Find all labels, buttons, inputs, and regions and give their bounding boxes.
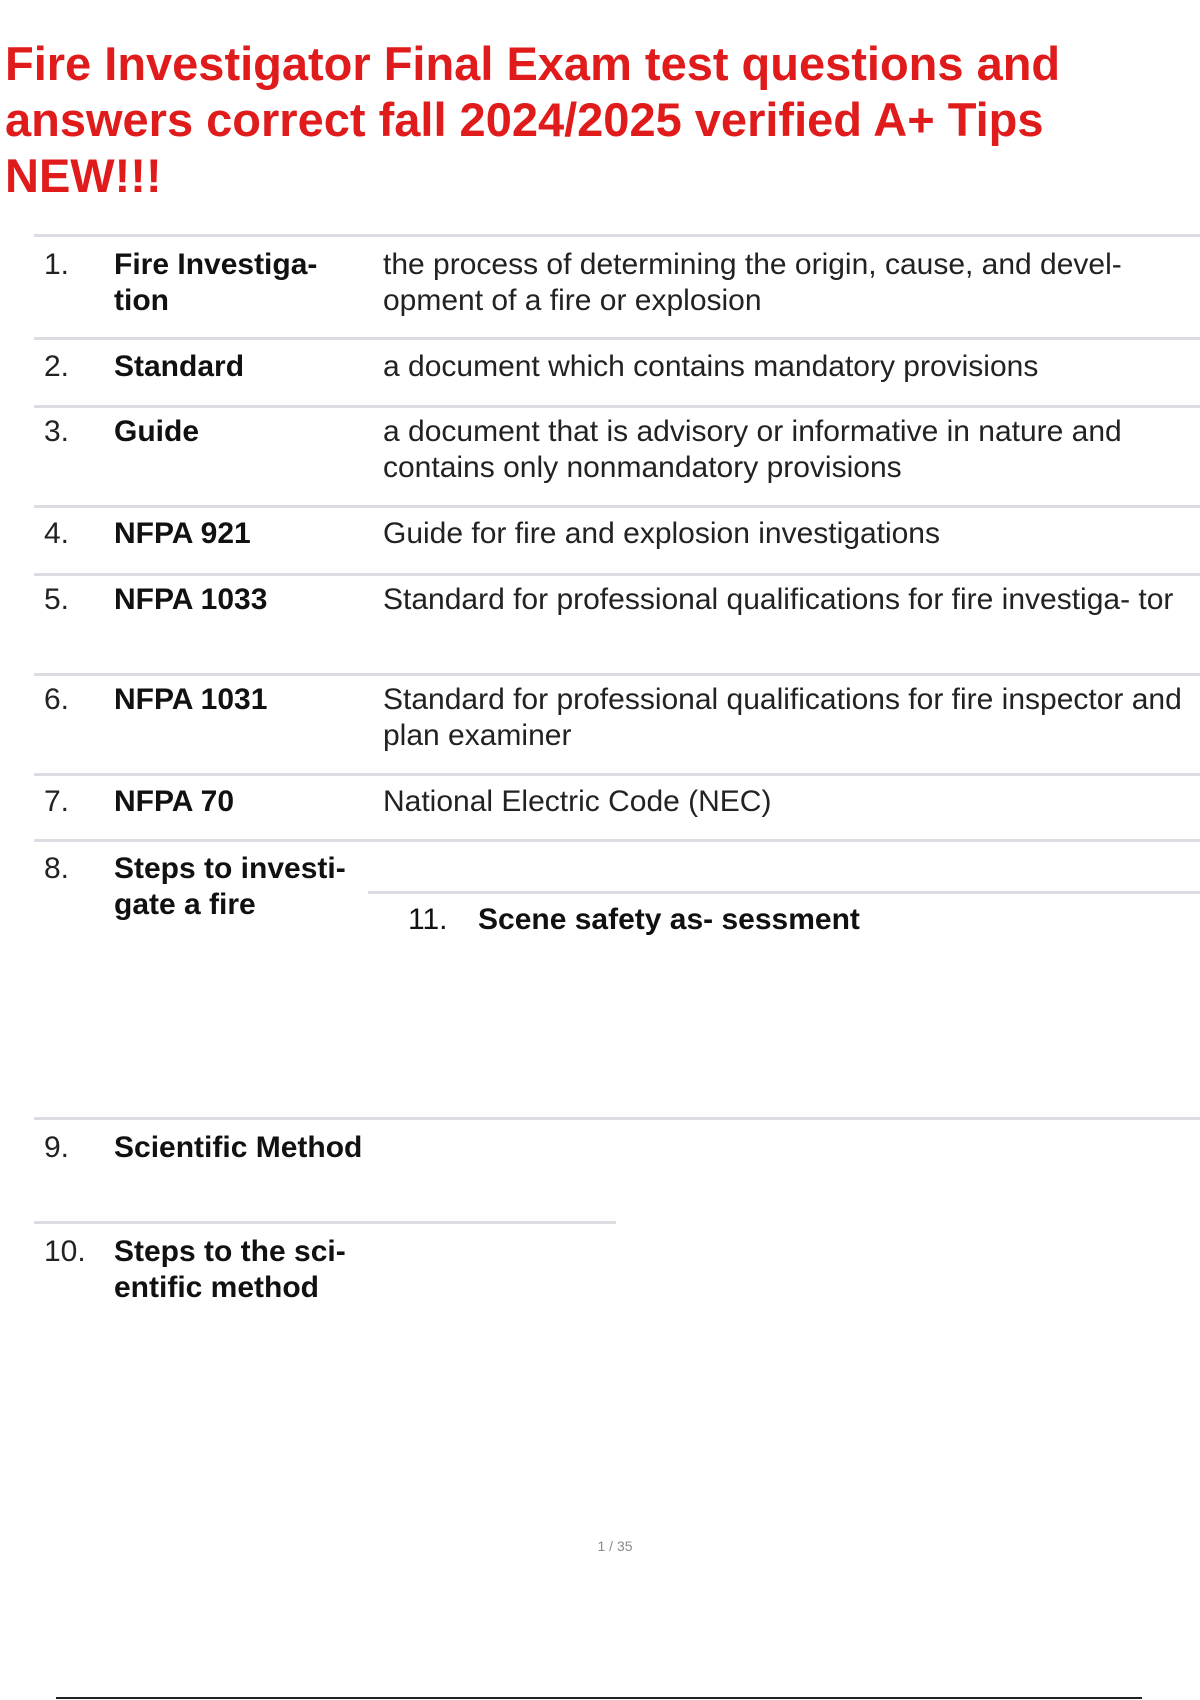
item-term: NFPA 921 [114, 517, 251, 550]
sub-item-number: 11. [408, 903, 448, 936]
row-divider [34, 234, 1200, 237]
row-divider [368, 891, 1200, 894]
item-definition: Standard for professional qualifications for fire investiga- tor [383, 583, 1174, 616]
item-number: 9. [44, 1131, 70, 1164]
row-divider [34, 773, 1200, 776]
item-term: Standard [114, 350, 245, 383]
item-term: NFPA 1033 [114, 583, 268, 616]
row-divider [34, 1221, 616, 1224]
row-divider [34, 673, 1200, 676]
item-number: 1. [44, 248, 70, 281]
item-term: Steps to the sci- entific method [114, 1235, 346, 1304]
item-number: 4. [44, 517, 70, 550]
item-definition: National Electric Code (NEC) [383, 785, 772, 818]
footer-divider [56, 1697, 1142, 1699]
item-definition: Standard for professional qualifications for fire inspector and plan examiner [383, 683, 1182, 752]
item-definition: a document that is advisory or informative in nature and contains only nonmandatory provisions [383, 415, 1122, 484]
row-divider [34, 839, 1200, 842]
row-divider [34, 573, 1200, 576]
item-term: NFPA 70 [114, 785, 235, 818]
item-number: 3. [44, 415, 70, 448]
item-definition: Guide for fire and explosion investigations [383, 517, 940, 550]
sub-list-item [408, 902, 860, 938]
row-divider [34, 405, 1200, 408]
item-number: 6. [44, 683, 70, 716]
item-term: NFPA 1031 [114, 683, 268, 716]
item-term: Steps to investi- gate a fire [114, 852, 346, 921]
item-number: 8. [44, 852, 70, 885]
row-divider [34, 505, 1200, 508]
item-definition: the process of determining the origin, cause, and devel- opment of a fire or explosion [383, 248, 1122, 317]
row-divider [34, 337, 1200, 340]
document-title: Fire Investigator Final Exam test questions and answers correct fall 2024/2025 verified A+ Tips NEW!!! [5, 37, 1061, 202]
row-divider [34, 1117, 1200, 1120]
item-term: Guide [114, 415, 200, 448]
item-number: 10. [44, 1235, 86, 1268]
page-indicator: 1 / 35 [597, 1538, 633, 1554]
item-number: 2. [44, 350, 70, 383]
item-number: 7. [44, 785, 70, 818]
sub-item-term: Scene safety as- sessment [478, 903, 860, 936]
item-definition: a document which contains mandatory provisions [383, 350, 1039, 383]
item-number: 5. [44, 583, 70, 616]
item-term: Fire Investiga- tion [114, 248, 318, 317]
item-term: Scientific Method [114, 1131, 363, 1164]
